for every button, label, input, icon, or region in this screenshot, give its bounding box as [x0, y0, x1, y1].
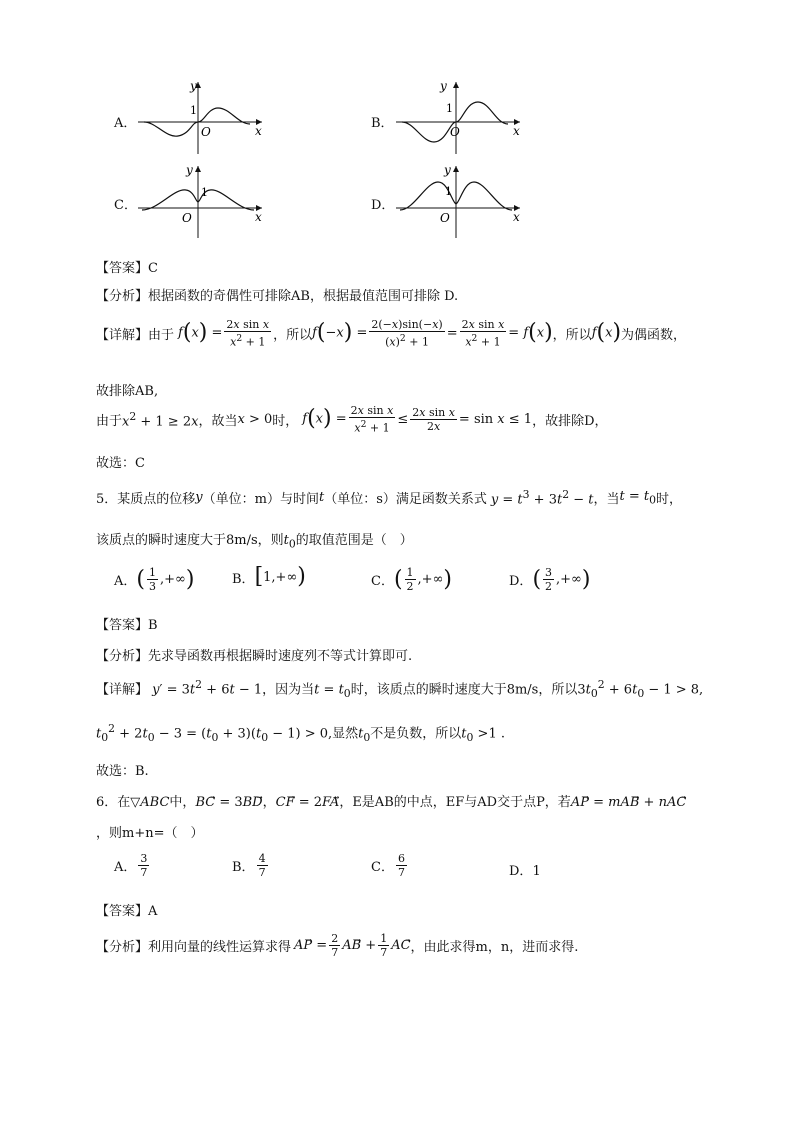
formula-fraction: $\frac{\text{2x sin x}}{2x}$	[412, 405, 455, 433]
q6-option-a	[114, 852, 151, 879]
q5-analysis-text: 先求导函数再根据瞬时速度列不等式计算即可.	[148, 649, 413, 664]
q4-detail-prefix: 由于	[148, 327, 175, 343]
graph-b-one-label: 1	[446, 102, 453, 115]
graph-d-x-label: x	[513, 210, 520, 224]
q6-option-d-value: 1	[532, 864, 541, 879]
answer-tag: 【答案】	[96, 904, 149, 919]
q6-option-c-num: 6	[397, 852, 405, 865]
graph-b	[396, 80, 526, 156]
graph-c-one-label: 1	[201, 186, 208, 199]
graph-a	[138, 80, 268, 156]
graph-d-one-label: 1	[445, 185, 452, 198]
q4-choose: 故选：C	[96, 456, 145, 471]
graph-b-y-label: y	[440, 80, 447, 93]
q5-detail-b: 时，该质点的瞬时速度大于8m/s，所以	[350, 682, 578, 698]
q6-analysis-line: 【分析】 利用向量的线性运算求得 AP⃗ = $\frac{2}{7}$ AB⃗ + $\frac{1}{7}$ AC ，由此求得 m，n，进而求得.	[96, 932, 579, 959]
graph-c	[138, 164, 268, 240]
q4-line3-suffix: ，故排除D，	[532, 413, 608, 429]
graph-c-y-label: y	[186, 164, 193, 177]
q6-option-a-den: 7	[140, 866, 148, 879]
formula-fraction: $\frac{\text{2x sin x}}{x^2 + 1}$	[226, 318, 270, 349]
q5-stem-unit-t: （单位：s）满足函数关系式	[324, 492, 487, 508]
q6-stem-a: 6．在	[96, 795, 131, 810]
option-a-label: A．	[114, 116, 137, 131]
graph-a-x-label: x	[255, 124, 262, 138]
q6-option-d	[509, 860, 541, 879]
graph-a-origin-label: O	[201, 125, 211, 139]
q6-stem-c: ，	[262, 795, 276, 810]
q5-stem-line2: 该质点的瞬时速度大于8m/s，则$t_0$的取值范围是（ ）	[96, 533, 413, 551]
q5-stem-line2-a: 该质点的瞬时速度大于8m/s，则	[96, 533, 284, 548]
graph-d	[396, 164, 526, 240]
detail-tag: 【详解】	[96, 682, 149, 698]
q6-stem-line2: ，则m+n=（ ）	[96, 826, 204, 841]
q5-detail-line: 【详解】 $y' = 3t^2 + 6t - 1$，因为当$t = t_0$时，该质点的瞬时速度大于8m/s，所以$3t_0^2 + 6t_0 - 1 > 8$,	[96, 678, 704, 700]
q5-detail-c: 显然	[332, 726, 359, 742]
q6-option-b-label: B．	[232, 860, 255, 875]
q5-stem-line2-b: 的取值范围是（ ）	[295, 533, 413, 548]
q4-detail-so: ，所以	[273, 327, 313, 343]
q4-line3-mid1: ，故当	[198, 413, 238, 429]
analysis-tag: 【分析】	[96, 940, 149, 955]
q5-answer-line	[96, 614, 158, 633]
q6-option-b	[232, 852, 270, 879]
q5-option-c-label: C．	[371, 574, 394, 589]
detail-tag: 【详解】	[96, 327, 149, 343]
q5-option-b-label: B．	[232, 571, 255, 587]
q6-stem-b: 中，	[169, 795, 196, 810]
graph-a-one-label: 1	[190, 104, 197, 117]
q5-option-d: D． ( $\frac{3}{2}$ ,+∞ )	[509, 566, 591, 593]
formula-fraction: $\frac{\text{2x sin x}}{x^2 + 1}$	[350, 404, 394, 435]
q5-option-d-label: D．	[509, 574, 533, 589]
q5-stem-when: ，当	[593, 492, 620, 508]
q6-option-c-label: C．	[371, 860, 394, 875]
q5-analysis-line	[96, 645, 412, 664]
q6-analysis-b: ，由此求得	[410, 940, 476, 955]
q4-analysis-line	[96, 285, 458, 304]
q6-answer-value: A	[148, 904, 158, 919]
graph-c-origin-label: O	[182, 211, 192, 225]
q4-answer-value: C	[148, 261, 158, 276]
q6-analysis-a: 利用向量的线性运算求得	[148, 940, 292, 955]
q5-option-b: B． [ 1,+∞ )	[232, 564, 306, 589]
q4-answer-line	[96, 257, 158, 276]
analysis-tag: 【分析】	[96, 649, 149, 664]
graph-b-origin-label: O	[450, 125, 460, 139]
q4-detail-so2: ，所以	[552, 327, 592, 343]
q5-stem-line1: 5．某质点的位移 y （单位：m）与时间 t （单位：s）满足函数关系式 $y = t^3 + 3t^2 - t$ ，当 $t = t_0$ 时，	[96, 488, 683, 508]
option-d-label: D．	[371, 198, 395, 213]
q4-detail-line: 【详解】 由于 f(x) = $\frac{\text{2x sin x}}{x^2 + 1}$ ，所以 f(−x) = $\frac{2(-x)\sin(-x)}{(x)^2 + 1}$ = $\frac{\text{2x sin x}}{x^2 + 1}$ = f(x) ，所以 f(x) 为偶函数，	[96, 318, 687, 349]
graph-d-origin-label: O	[440, 211, 450, 225]
q4-exclude-ab: 故排除AB,	[96, 384, 159, 399]
q6-answer-line	[96, 900, 157, 919]
q4-line3-prefix: 由于	[96, 413, 123, 429]
formula-fraction: $\frac{2(-x)\sin(-x)}{(x)^2 + 1}$	[371, 318, 443, 349]
q5-stem-unit-y: （单位：m）与时间	[202, 492, 319, 508]
q5-stem-time: 时，	[656, 492, 683, 508]
q6-option-a-num: 3	[140, 852, 148, 865]
q6-stem-line1: 6．在▽ABC中，BC⃗ = 3BD，CF⃗ = 2FA，E是AB的中点，EF与AD交于点P，若AP⃗ = mAB⃗ + nAC	[96, 795, 687, 810]
option-c-label: C．	[114, 198, 137, 213]
graph-b-x-label: x	[513, 124, 520, 138]
formula-fraction: $\frac{\text{2x sin x}}{x^2 + 1}$	[461, 318, 505, 349]
q6-option-d-label: D．	[509, 864, 533, 879]
q6-option-b-den: 7	[258, 866, 266, 879]
q4-line3-mid2: 时，	[272, 413, 299, 429]
q5-option-c: C． ( $\frac{1}{2}$ ,+∞ )	[371, 566, 452, 593]
q6-option-c-den: 7	[397, 866, 405, 879]
q5-choose: 故选：B.	[96, 764, 149, 779]
q5-answer-value: B	[148, 618, 158, 633]
graph-c-x-label: x	[255, 210, 262, 224]
q5-detail-a: ，因为当	[262, 682, 315, 698]
q5-option-a: A． ( $\frac{1}{3}$ ,+∞ )	[114, 566, 195, 593]
q6-option-a-label: A．	[114, 860, 137, 875]
q5-stem-a: 5．某质点的位移	[96, 492, 196, 508]
q4-detail-even: 为偶函数，	[621, 327, 687, 343]
q5-detail-line2: $t_0^2 + 2t_0 - 3 = (t_0 + 3)(t_0 - 1) > 0$,显然$t_0$不是负数，所以$t_0 >1$ .	[96, 722, 505, 744]
q6-option-c	[371, 852, 409, 879]
graph-d-y-label: y	[444, 164, 451, 177]
q6-option-b-num: 4	[258, 852, 266, 865]
analysis-tag: 【分析】	[96, 289, 149, 304]
q5-detail-d: 不是负数，所以	[370, 726, 462, 742]
q5-option-a-label: A．	[114, 574, 137, 589]
option-b-label: B．	[371, 116, 394, 131]
q4-line3: 由于 $x^2 + 1 \ge 2x$ ，故当 x > 0 时， f(x) = $\frac{\text{2x sin x}}{x^2 + 1}$ ≤ $\frac{\text{2x sin x}}{2x}$ = sin x ≤ 1 ，故排除D，	[96, 404, 608, 435]
q6-analysis-c: m，n，进而求得.	[475, 940, 579, 955]
q6-stem-d: ，E是AB的中点，EF与AD交于点P，若	[339, 795, 571, 810]
q4-analysis-text: 根据函数的奇偶性可排除AB，根据最值范围可排除 D.	[148, 289, 459, 304]
graph-a-y-label: y	[190, 80, 197, 93]
answer-tag: 【答案】	[96, 261, 149, 276]
answer-tag: 【答案】	[96, 618, 149, 633]
